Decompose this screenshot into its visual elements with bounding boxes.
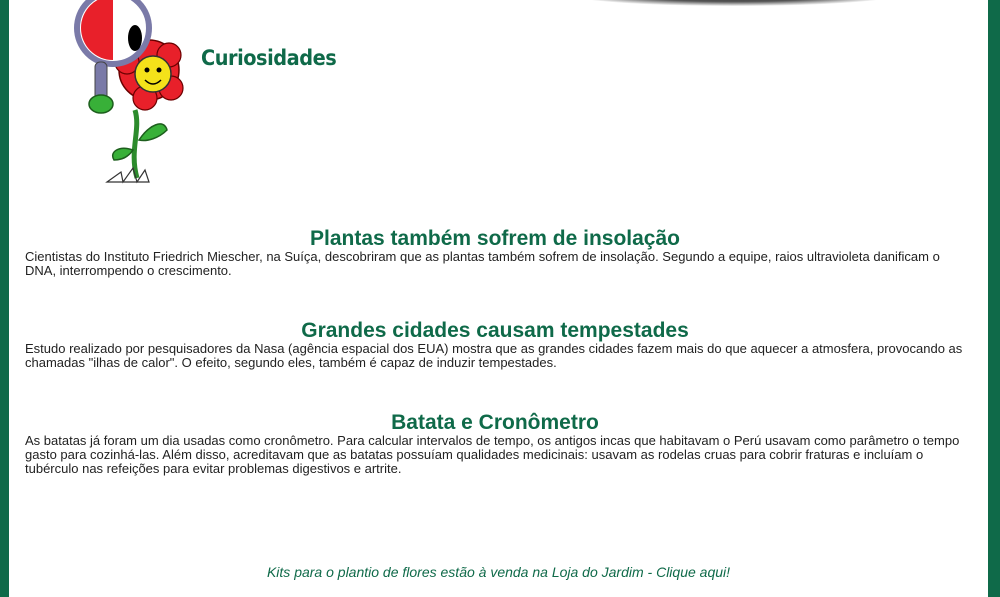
article-item bbox=[25, 228, 965, 278]
top-shadow-decoration bbox=[569, 0, 899, 6]
article-item bbox=[25, 412, 965, 476]
shop-link[interactable]: Kits para o plantio de flores estão à venda na Loja do Jardim - Clique aqui! bbox=[266, 564, 731, 580]
article-body: Estudo realizado por pesquisadores da Nasa (agência espacial dos EUA) mostra que as grandes cidades fazem mais do que aquecer a atmosfera, provocando as chamadas "ilhas de calor". O efeito, segundo eles, também é capaz de induzir tempestades. bbox=[25, 341, 963, 370]
article-title: Plantas também sofrem de insolação bbox=[310, 227, 680, 250]
page-title: Curiosidades bbox=[201, 46, 337, 70]
article-body: Cientistas do Instituto Friedrich Miescher, na Suíça, descobriram que as plantas também sofrem de insolação. Segundo a equipe, raios ultravioleta danificam o DNA, interrompendo o crescimento. bbox=[25, 249, 940, 278]
article-body: As batatas já foram um dia usadas como cronômetro. Para calcular intervalos de tempo, os antigos incas que habitavam o Perú usavam como parâmetro o tempo gasto para cozinhá-las. Além disso, acreditavam que as batatas possuíam qualidades medicinais: usavam as rodelas cruas para cobrir fraturas e incluíam o tubérculo nas refeições para evitar problemas digestivos e artrite. bbox=[25, 433, 960, 476]
article-title: Grandes cidades causam tempestades bbox=[301, 319, 689, 342]
article-title: Batata e Cronômetro bbox=[391, 411, 599, 434]
article-item bbox=[25, 320, 965, 370]
flower-with-magnifying-glass-icon bbox=[49, 0, 189, 190]
page-content bbox=[9, 0, 988, 597]
